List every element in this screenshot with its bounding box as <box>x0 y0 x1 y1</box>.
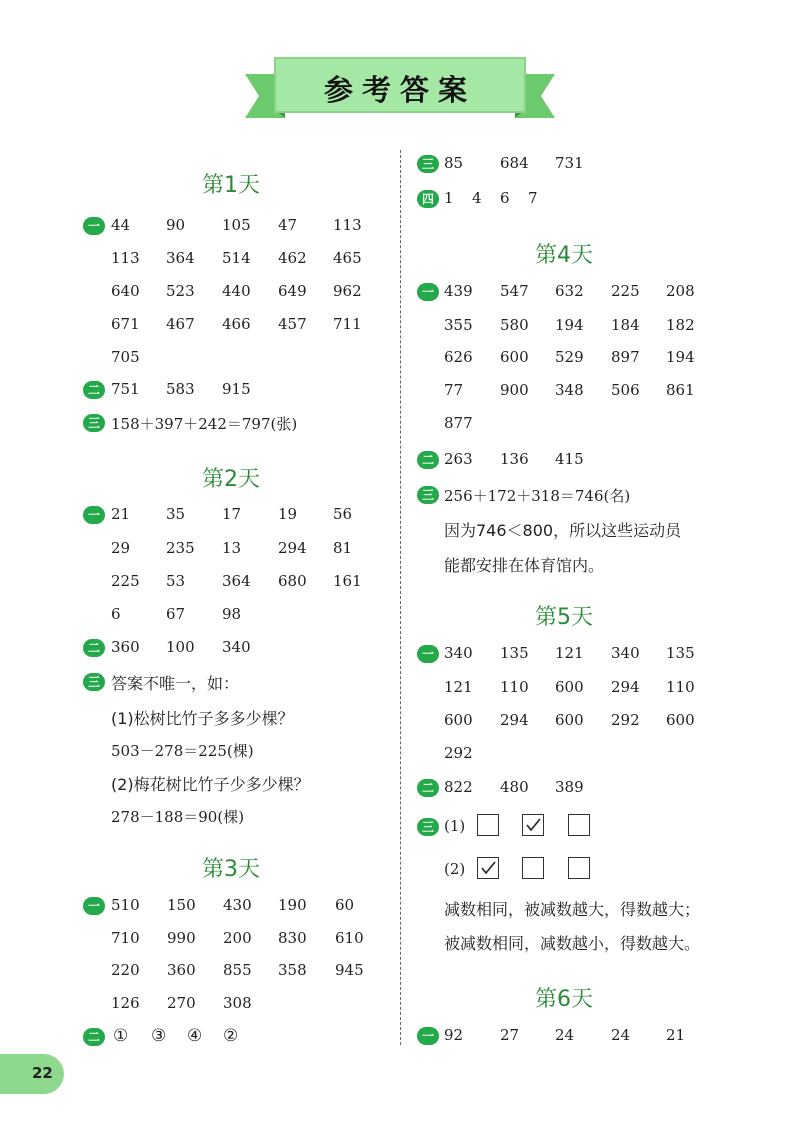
answer-value: 292 <box>444 744 473 762</box>
answer-value: 184 <box>611 316 640 334</box>
answer-value: 751 <box>111 380 140 398</box>
answer-value: 47 <box>278 216 298 234</box>
answer-value: 53 <box>166 572 186 590</box>
answer-value: 85 <box>444 154 464 172</box>
answer-value: 44 <box>111 216 131 234</box>
answer-value: 680 <box>278 572 307 590</box>
answer-value: 600 <box>555 711 584 729</box>
answer-value: 270 <box>167 994 196 1012</box>
answer-value: 121 <box>555 644 584 662</box>
answer-value: 92 <box>444 1026 464 1044</box>
page-number-tab <box>0 1054 64 1094</box>
answer-value: ① <box>113 1026 129 1046</box>
answer-value: 529 <box>555 348 584 366</box>
answer-value: 364 <box>222 572 251 590</box>
answer-text: (2)梅花树比竹子少多少棵？ <box>111 775 310 794</box>
answer-value: 440 <box>222 282 251 300</box>
answer-value: 877 <box>444 414 473 432</box>
answer-value: 90 <box>166 216 186 234</box>
answer-value: 126 <box>111 994 140 1012</box>
header-ribbon <box>245 52 555 126</box>
answer-value: 194 <box>666 348 695 366</box>
answer-value: 161 <box>333 572 362 590</box>
answer-value: 1 <box>444 189 454 207</box>
answer-value: 626 <box>444 348 473 366</box>
answer-text: 减数相同，被减数越大，得数越大； <box>444 900 701 919</box>
answer-value: 113 <box>111 249 140 267</box>
q1-badge: 一 <box>83 506 105 524</box>
q1-badge: 一 <box>83 217 105 235</box>
check-box <box>568 814 590 836</box>
answer-value: 457 <box>278 315 307 333</box>
answer-value: 632 <box>555 282 584 300</box>
answer-value: 465 <box>333 249 362 267</box>
q3-badge: 三 <box>83 414 105 432</box>
answer-text: 被减数相同，减数越小，得数越大。 <box>444 934 701 953</box>
q2-badge: 二 <box>83 639 105 657</box>
page-number: 22 <box>32 1064 53 1082</box>
answer-value: 360 <box>167 961 196 979</box>
answer-value: 208 <box>666 282 695 300</box>
answer-value: 480 <box>500 778 529 796</box>
answer-value: 640 <box>111 282 140 300</box>
answer-value: 358 <box>278 961 307 979</box>
answer-value: 294 <box>278 539 307 557</box>
answer-value: 348 <box>555 381 584 399</box>
answer-value: 100 <box>166 638 195 656</box>
answer-value: 110 <box>500 678 529 696</box>
answer-value: 523 <box>166 282 195 300</box>
answer-value: ④ <box>187 1026 203 1046</box>
day3-title: 第3天 <box>202 857 260 882</box>
answer-value: 27 <box>500 1026 520 1044</box>
answer-value: 308 <box>223 994 252 1012</box>
answer-value: 7 <box>528 189 538 207</box>
answer-value: 364 <box>166 249 195 267</box>
equation: 158＋397＋242＝797(张) <box>111 415 298 433</box>
answer-text: (1)松树比竹子多多少棵？ <box>111 709 294 728</box>
answer-value: 711 <box>333 315 362 333</box>
answer-value: 29 <box>111 539 131 557</box>
answer-value: 360 <box>111 638 140 656</box>
answer-value: 225 <box>111 572 140 590</box>
answer-value: 98 <box>222 605 242 623</box>
q2-badge: 二 <box>83 1028 105 1046</box>
answer-value: 439 <box>444 282 473 300</box>
answer-value: 6 <box>111 605 121 623</box>
answer-value: 962 <box>333 282 362 300</box>
answer-value: 710 <box>111 929 140 947</box>
page-title: 参考答案 <box>323 72 476 107</box>
answer-value: 430 <box>223 896 252 914</box>
answer-value: 506 <box>611 381 640 399</box>
check-box <box>477 857 499 879</box>
q3-badge: 三 <box>83 673 105 691</box>
answer-text: 答案不唯一，如： <box>111 674 240 693</box>
answer-value: 900 <box>500 381 529 399</box>
answer-value: 150 <box>167 896 196 914</box>
answer-value: 340 <box>444 644 473 662</box>
answer-value: 19 <box>278 505 298 523</box>
q2-badge: 二 <box>417 451 439 469</box>
q1-badge: 一 <box>83 897 105 915</box>
answer-value: ③ <box>151 1026 167 1046</box>
answer-text: 因为746＜800，所以这些运动员 <box>444 521 682 540</box>
answer-value: 263 <box>444 450 473 468</box>
answer-value: 861 <box>666 381 695 399</box>
answer-value: 220 <box>111 961 140 979</box>
answer-value: 35 <box>166 505 186 523</box>
equation: 503－278＝225(棵) <box>111 742 254 760</box>
day5-title: 第5天 <box>535 605 593 630</box>
answer-value: 235 <box>166 539 195 557</box>
answer-value: 731 <box>555 154 584 172</box>
answer-value: 81 <box>333 539 353 557</box>
q1-badge: 一 <box>417 1027 439 1045</box>
answer-value: 225 <box>611 282 640 300</box>
answer-value: 6 <box>500 189 510 207</box>
answer-value: 24 <box>555 1026 575 1044</box>
answer-value: 194 <box>555 316 584 334</box>
q3-badge: 三 <box>417 818 439 836</box>
answer-value: 467 <box>166 315 195 333</box>
answer-value: 389 <box>555 778 584 796</box>
part-label: (1) <box>444 817 466 835</box>
answer-value: 21 <box>111 505 131 523</box>
answer-value: 190 <box>278 896 307 914</box>
answer-value: 105 <box>222 216 251 234</box>
answer-value: 135 <box>666 644 695 662</box>
answer-value: 649 <box>278 282 307 300</box>
answer-value: 466 <box>222 315 251 333</box>
answer-value: 77 <box>444 381 464 399</box>
answer-value: 200 <box>223 929 252 947</box>
answer-value: 415 <box>555 450 584 468</box>
day1-title: 第1天 <box>202 173 260 198</box>
answer-value: 684 <box>500 154 529 172</box>
answer-value: 113 <box>333 216 362 234</box>
answer-value: 292 <box>611 711 640 729</box>
answer-value: 705 <box>111 348 140 366</box>
equation: 278－188＝90(棵) <box>111 808 245 826</box>
answer-value: 855 <box>223 961 252 979</box>
q4-badge: 四 <box>417 190 439 208</box>
column-divider <box>400 150 401 1045</box>
answer-value: 915 <box>222 380 251 398</box>
answer-value: 21 <box>666 1026 686 1044</box>
answer-value: 136 <box>500 450 529 468</box>
answer-value: 822 <box>444 778 473 796</box>
answer-value: 294 <box>611 678 640 696</box>
answer-value: 600 <box>555 678 584 696</box>
day2-title: 第2天 <box>202 467 260 492</box>
answer-value: 510 <box>111 896 140 914</box>
answer-value: 60 <box>335 896 355 914</box>
day6-title: 第6天 <box>535 987 593 1012</box>
q3-badge: 三 <box>417 155 439 173</box>
check-box <box>477 814 499 836</box>
answer-value: 671 <box>111 315 140 333</box>
answer-value: 600 <box>500 348 529 366</box>
answer-value: 67 <box>166 605 186 623</box>
answer-value: 990 <box>167 929 196 947</box>
answer-value: 462 <box>278 249 307 267</box>
answer-value: 182 <box>666 316 695 334</box>
check-mark-icon <box>525 817 541 833</box>
answer-value: 600 <box>444 711 473 729</box>
part-label: (2) <box>444 860 466 878</box>
answer-value: 945 <box>335 961 364 979</box>
answer-value: 340 <box>611 644 640 662</box>
q2-badge: 二 <box>83 381 105 399</box>
answer-value: 294 <box>500 711 529 729</box>
check-box <box>522 814 544 836</box>
answer-value: 897 <box>611 348 640 366</box>
day4-title: 第4天 <box>535 243 593 268</box>
q1-badge: 一 <box>417 645 439 663</box>
answer-value: 583 <box>166 380 195 398</box>
answer-value: 24 <box>611 1026 631 1044</box>
answer-value: 610 <box>335 929 364 947</box>
answer-value: 830 <box>278 929 307 947</box>
answer-value: 121 <box>444 678 473 696</box>
answer-value: 17 <box>222 505 242 523</box>
answer-value: 4 <box>472 189 482 207</box>
check-box <box>568 857 590 879</box>
answer-value: 340 <box>222 638 251 656</box>
q2-badge: 二 <box>417 779 439 797</box>
answer-value: 580 <box>500 316 529 334</box>
answer-value: 110 <box>666 678 695 696</box>
equation: 256＋172＋318＝746(名) <box>444 487 631 505</box>
answer-value: 355 <box>444 316 473 334</box>
answer-text: 能都安排在体育馆内。 <box>444 556 605 575</box>
answer-value: 514 <box>222 249 251 267</box>
answer-value: ② <box>223 1026 239 1046</box>
answer-value: 600 <box>666 711 695 729</box>
answer-value: 547 <box>500 282 529 300</box>
check-box <box>522 857 544 879</box>
answer-value: 56 <box>333 505 353 523</box>
q3-badge: 三 <box>417 486 439 504</box>
answer-value: 13 <box>222 539 242 557</box>
q1-badge: 一 <box>417 283 439 301</box>
answer-value: 135 <box>500 644 529 662</box>
check-mark-icon <box>480 860 496 876</box>
